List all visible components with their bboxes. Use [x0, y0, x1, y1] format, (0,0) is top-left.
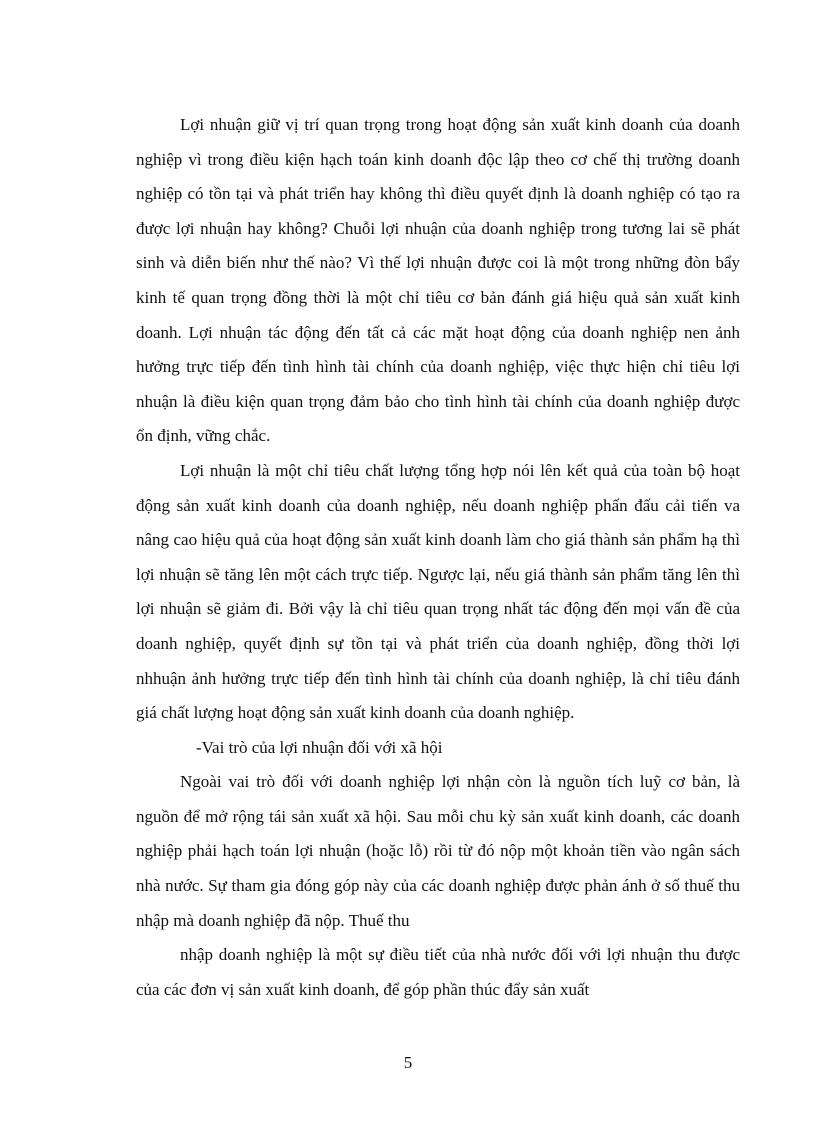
paragraph-corporate-income-tax: nhập doanh nghiệp là một sự điều tiết của nhà nước đối với lợi nhuận thu được của các đơn vị sản xuất kinh doanh, để góp phần thúc đẩy sản xuất — [136, 945, 740, 999]
subheading-role-for-society: -Vai trò của lợi nhuận đối với xã hội — [196, 737, 443, 757]
page-number: 5 — [403, 1053, 413, 1072]
paragraph-role-for-society: Ngoài vai trò đối với doanh nghiệp lợi nhận còn là nguồn tích luỹ cơ bản, là nguồn để mở rộng tái sản xuất xã hội. Sau mỗi chu kỳ sản xuất kinh doanh, các doanh nghiệp phải hạch toán lợi nhuận (hoặc lỗ) rồi từ đó nộp một khoản tiền vào ngân sách nhà nước. Sự tham gia đóng góp này của các doanh nghiệp được phản ánh ở số thuế thu nhập mà doanh nghiệp đã nộp. Thuế thu — [136, 772, 740, 930]
paragraph-profit-quality-indicator: Lợi nhuận là một chỉ tiêu chất lượng tổng hợp nói lên kết quả của toàn bộ hoạt động sản xuất kinh doanh của doanh nghiệp, nếu doanh nghiệp phấn đấu cải tiến va nâng cao hiệu quả của hoạt động sản xuất kinh doanh làm cho giá thành sản phẩm hạ thì lợi nhuận sẽ tăng lên một cách trực tiếp. Ngược lại, nếu giá thành sản phẩm tăng lên thì lợi nhuận sẽ giảm đi. Bởi vậy là chỉ tiêu quan trọng nhất tác động đến mọi vấn đề của doanh nghiệp, quyết định sự tồn tại và phát triển của doanh nghiệp, đồng thời lợi nhhuận ảnh hưởng trực tiếp đến tình hình tài chính của doanh nghiệp, là chỉ tiêu đánh giá chất lượng hoạt động sản xuất kinh doanh của doanh nghiệp. — [136, 460, 740, 723]
paragraph-profit-position: Lợi nhuận giữ vị trí quan trọng trong hoạt động sản xuất kinh doanh của doanh nghiệp vì trong điều kiện hạch toán kinh doanh độc lập theo cơ chế thị trường doanh nghiệp có tồn tại và phát triển hay không thì điều quyết định là doanh nghiệp có tạo ra được lợi nhuận hay không? Chuỗi lợi nhuận của doanh nghiệp trong tương lai sẽ phát sinh và diễn biến như thế nào? Vì thế lợi nhuận được coi là một trong những đòn bẩy kinh tế quan trọng đồng thời là một chỉ tiêu cơ bản đánh giá hiệu quả sản xuất kinh doanh. Lợi nhuận tác động đến tất cả các mặt hoạt động của doanh nghiệp nen ảnh hưởng trực tiếp đến tình hình tài chính của doanh nghiệp, việc thực hiện chỉ tiêu lợi nhuận là điều kiện quan trọng đảm bảo cho tình hình tài chính của doanh nghiệp được ổn định, vững chắc. — [136, 115, 740, 446]
body-text — [136, 108, 740, 1007]
